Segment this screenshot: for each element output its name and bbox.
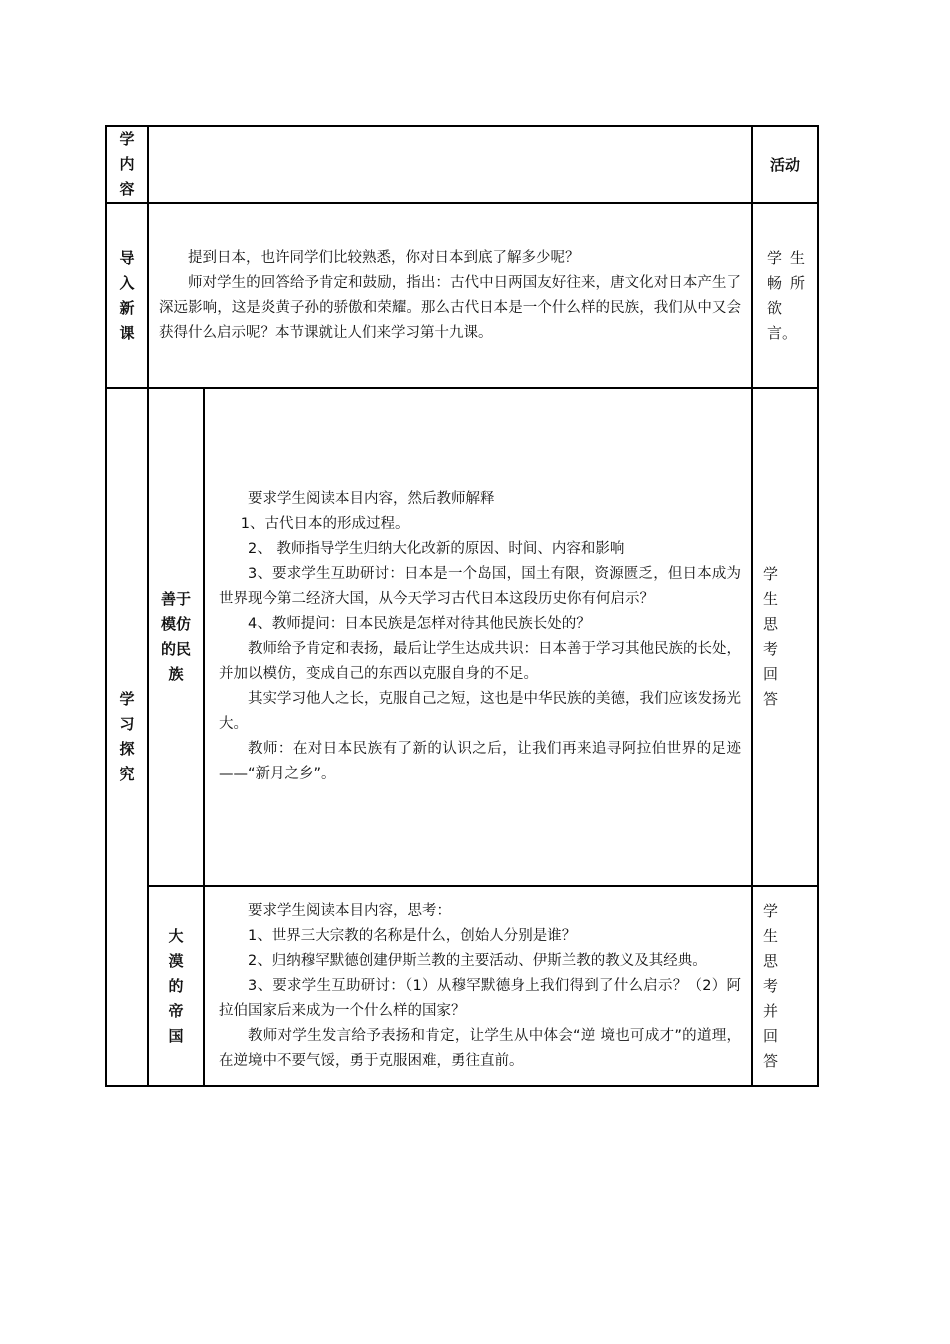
intro-activity: 学生畅所欲言。 — [767, 248, 805, 342]
intro-content-cell — [148, 203, 752, 388]
header-row — [106, 126, 818, 203]
header-label-cell — [106, 126, 148, 203]
section-title-cell — [148, 388, 204, 886]
activity-header: 活动 — [769, 156, 800, 174]
content-paragraph: 其实学习他人之长，克服自己之短，这也是中华民族的美德，我们应该发扬光大。 — [219, 691, 741, 732]
explore-label: 学习探究 — [119, 690, 135, 783]
intro-label-cell — [106, 203, 148, 388]
header-label: 学内容 — [119, 130, 135, 198]
content-paragraph: 要求学生阅读本目内容，然后教师解释 — [248, 491, 495, 507]
section-activity: 学生思考并回答 — [763, 901, 791, 1070]
lesson-plan-table — [105, 125, 819, 1087]
intro-paragraph: 师对学生的回答给予肯定和鼓励，指出：古代中日两国友好往来，唐文化对日本产生了深远影响，这是炎黄子孙的骄傲和荣耀。那么古代日本是一个什么样的民族，我们从中又会获得什么启示呢？本节课就让人们来学习第十九课。 — [159, 274, 741, 341]
section-activity-cell — [752, 886, 818, 1086]
content-paragraph: 教师对学生发言给予表扬和肯定，让学生从中体会“逆 境也可成才”的道理，在逆境中不要气馁，勇于克服困难，勇往直前。 — [219, 1027, 741, 1069]
content-paragraph: 1、古代日本的形成过程。 — [240, 516, 410, 532]
section-title: 大漠的帝国 — [168, 926, 184, 1045]
explore-label-cell — [106, 388, 148, 1086]
content-paragraph: 教师给予肯定和表扬，最后让学生达成共识：日本善于学习其他民族的长处，并加以模仿，变成自己的东西以克服自身的不足。 — [219, 641, 741, 682]
section-title-cell — [148, 886, 204, 1086]
intro-label: 导入新课 — [119, 248, 135, 342]
section-content-cell — [204, 886, 752, 1086]
content-paragraph: 1、世界三大宗教的名称是什么，创始人分别是谁？ — [248, 927, 577, 944]
section-activity: 学生思考回答 — [763, 565, 791, 708]
explore-row-imitation — [106, 388, 818, 886]
header-activity-cell — [752, 126, 818, 203]
section-content-cell — [204, 388, 752, 886]
content-paragraph: 3、要求学生互助研讨：日本是一个岛国，国土有限，资源匮乏，但日本成为世界现今第二经济大国，从今天学习古代日本这段历史你有何启示？ — [219, 566, 741, 607]
content-paragraph: 3、要求学生互助研讨：（1）从穆罕默德身上我们得到了什么启示？（2）阿拉伯国家后来成为一个什么样的国家？ — [219, 977, 741, 1019]
intro-row — [106, 203, 818, 388]
content-paragraph: 4、教师提问：日本民族是怎样对待其他民族长处的？ — [248, 616, 591, 632]
intro-paragraph: 提到日本，也许同学们比较熟悉，你对日本到底了解多少呢？ — [188, 249, 580, 266]
section-content — [205, 899, 751, 1074]
content-paragraph: 要求学生阅读本目内容，思考： — [248, 902, 451, 919]
content-paragraph: 教师：在对日本民族有了新的认识之后，让我们再来追寻阿拉伯世界的足迹——“新月之乡”。 — [219, 741, 741, 782]
content-paragraph: 2、归纳穆罕默德创建伊斯兰教的主要活动、伊斯兰教的教义及其经典。 — [248, 952, 707, 969]
section-content — [205, 487, 751, 787]
explore-row-empire — [106, 886, 818, 1086]
section-title: 善于模仿的民族 — [160, 590, 191, 683]
intro-activity-cell — [752, 203, 818, 388]
intro-content — [149, 246, 751, 346]
header-content-cell — [148, 126, 752, 203]
section-activity-cell — [752, 388, 818, 886]
content-paragraph: 2、 教师指导学生归纳大化改新的原因、时间、内容和影响 — [248, 541, 625, 557]
